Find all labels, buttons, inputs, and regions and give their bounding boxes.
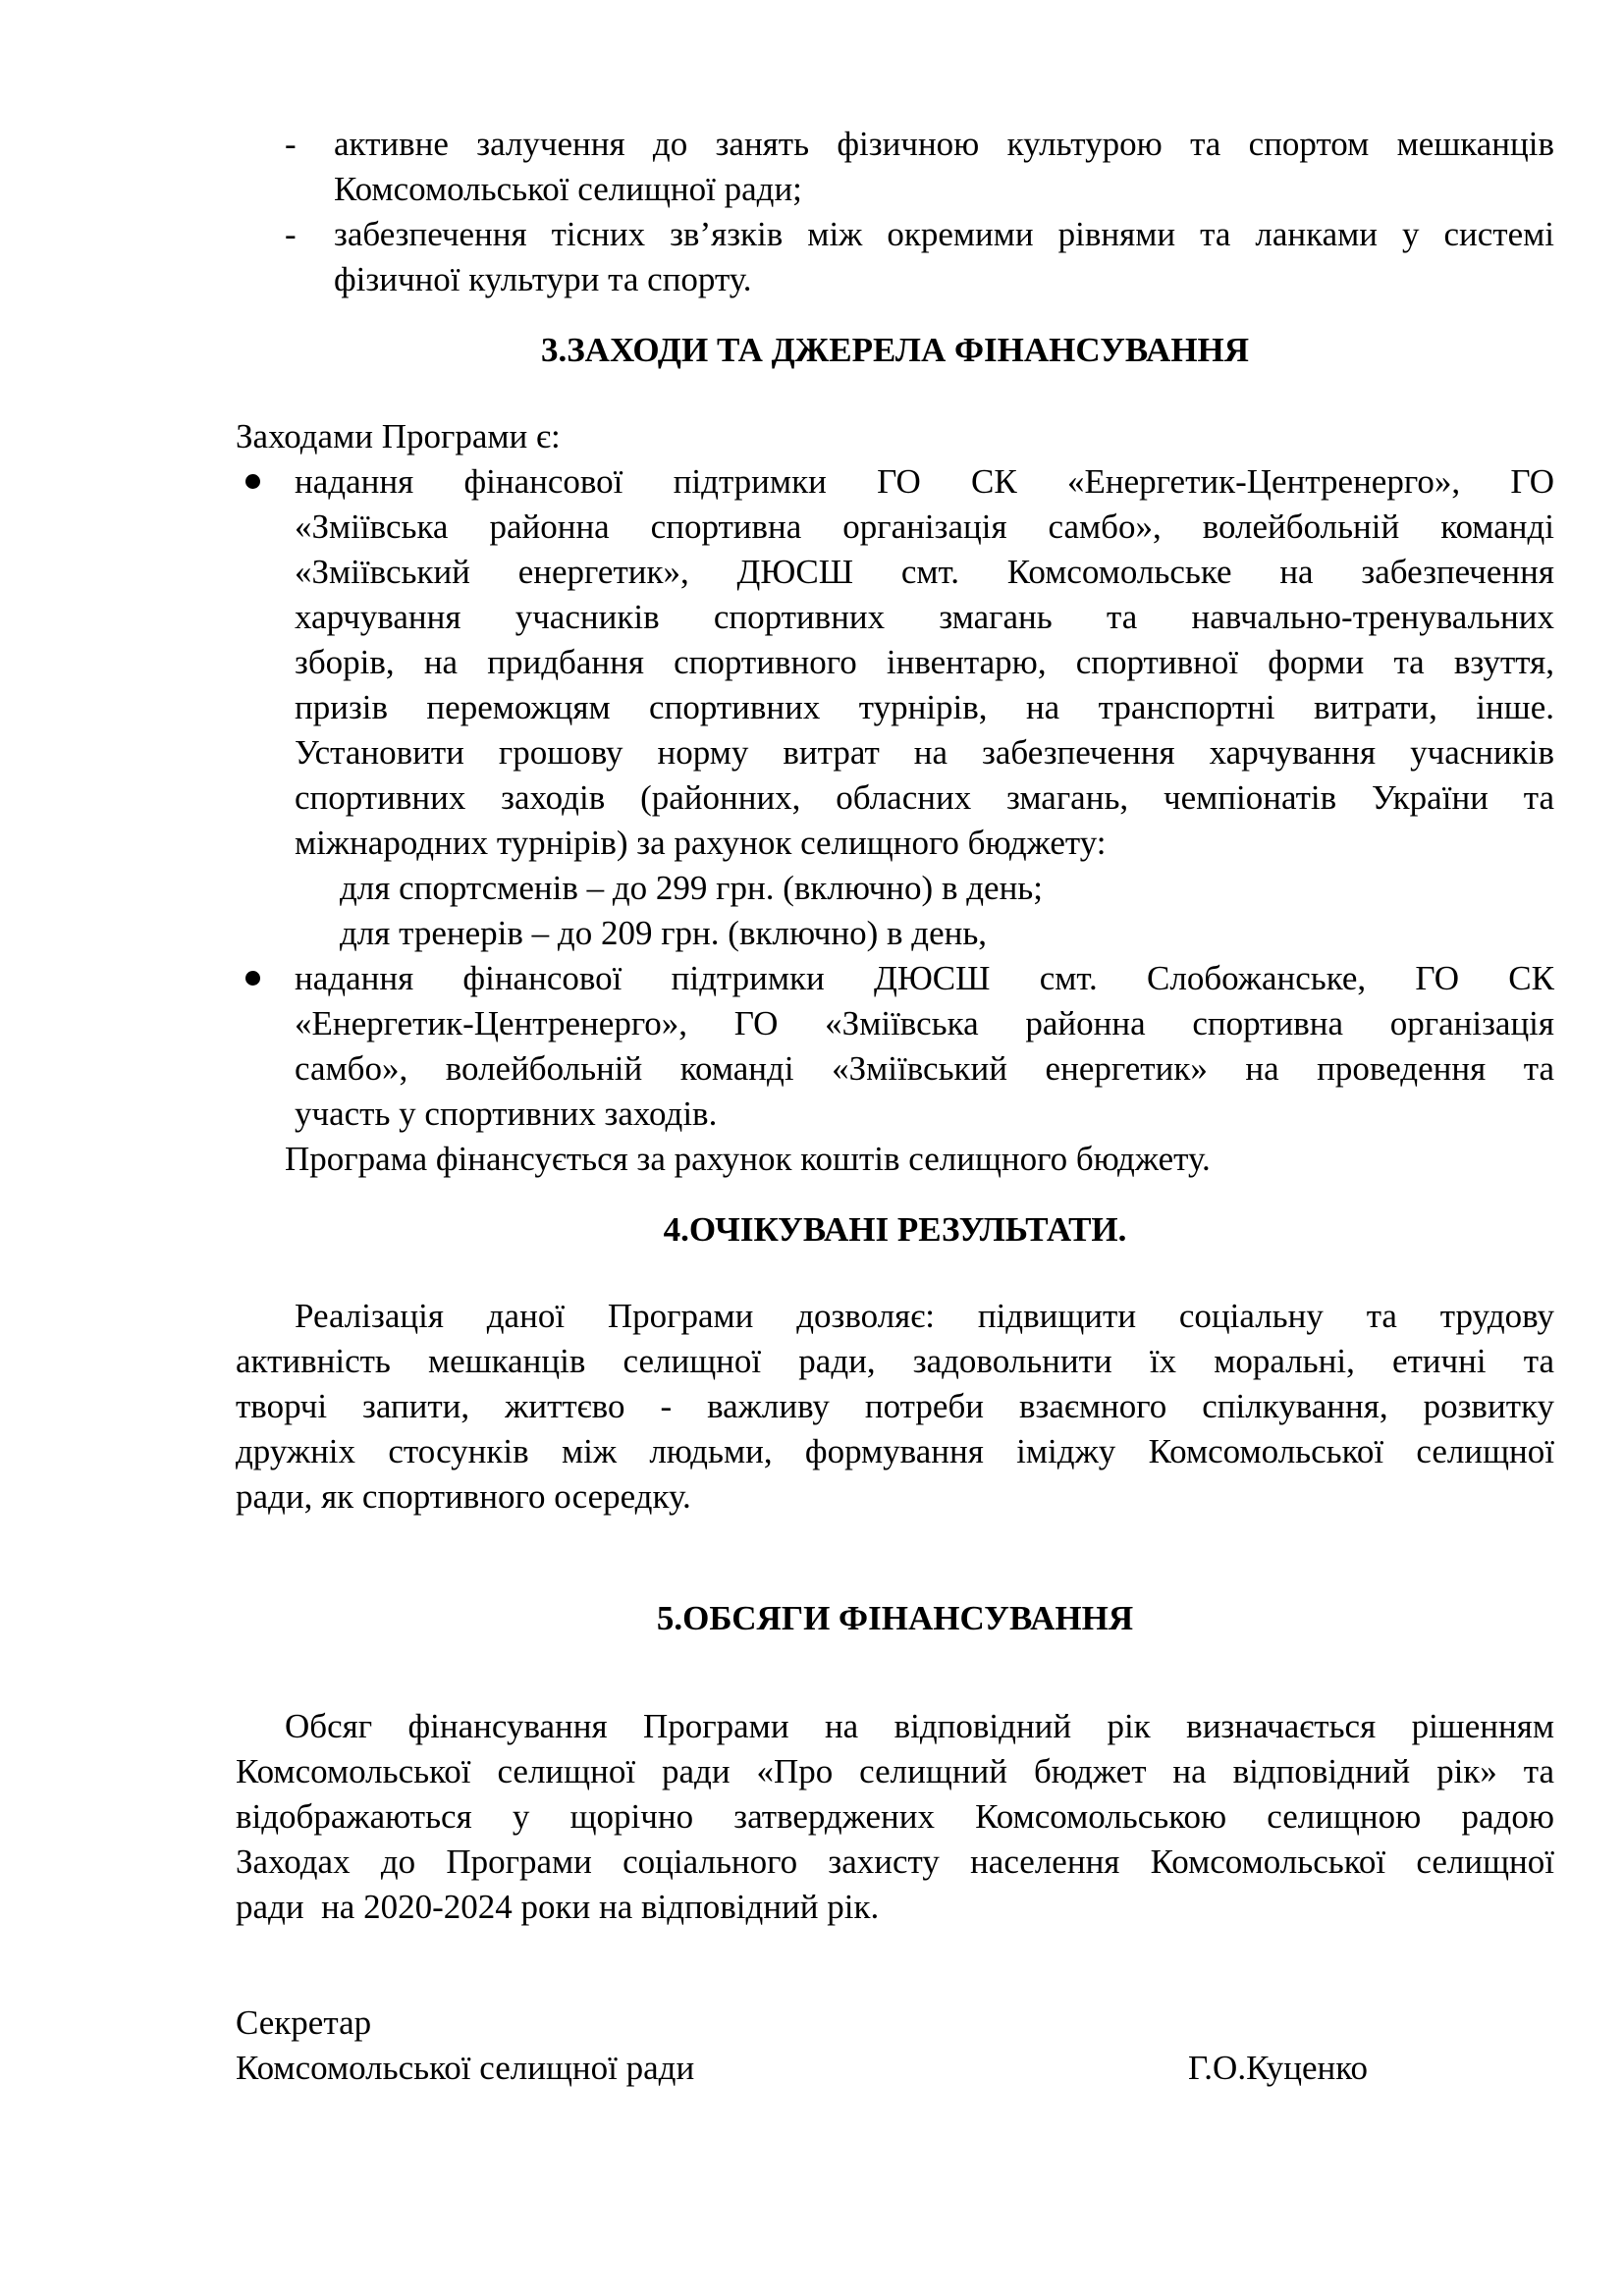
paragraph-line: дружніх стосунків між людьми, формування іміджу Комсомольської селищної xyxy=(236,1432,1554,1470)
signature-organization: Комсомольської селищної ради xyxy=(236,2049,695,2087)
paragraph-line: надання фінансової підтримки ГО СК «Енергетик-Центренерго», ГО xyxy=(295,462,1554,501)
bullet-icon xyxy=(245,971,260,986)
list-dash: - xyxy=(285,125,297,163)
paragraph-line: ради на 2020-2024 роки на відповідний рік. xyxy=(236,1888,880,1926)
paragraph-line: надання фінансової підтримки ДЮСШ смт. Слобожанське, ГО СК xyxy=(295,959,1554,997)
norm-athletes: для спортсменів – до 299 грн. (включно) в день; xyxy=(340,869,1043,907)
bullet-icon xyxy=(245,474,260,489)
list-item-text: забезпечення тісних зв’язків між окремими рівнями та ланками у системі xyxy=(334,215,1554,253)
paragraph-line: ради, як спортивного осередку. xyxy=(236,1477,691,1516)
paragraph-line: Обсяг фінансування Програми на відповідний рік визначається рішенням xyxy=(285,1707,1554,1745)
paragraph-line: творчі запити, життєво - важливу потреби взаємного спілкування, розвитку xyxy=(236,1387,1554,1425)
section-lead: Заходами Програми є: xyxy=(236,417,561,455)
section-heading: 5.ОБСЯГИ ФІНАНСУВАННЯ xyxy=(656,1599,1134,1637)
norm-coaches: для тренерів – до 209 грн. (включно) в день, xyxy=(340,914,988,952)
paragraph-line: «Енергетик-Центренерго», ГО «Зміївська районна спортивна організація xyxy=(295,1004,1554,1042)
paragraph-line: зборів, на придбання спортивного інвентарю, спортивної форми та взуття, xyxy=(295,643,1554,681)
paragraph-line: участь у спортивних заходів. xyxy=(295,1095,718,1133)
section-heading: 3.ЗАХОДИ ТА ДЖЕРЕЛА ФІНАНСУВАННЯ xyxy=(540,331,1250,369)
paragraph-line: Комсомольської селищної ради «Про селищний бюджет на відповідний рік» та xyxy=(236,1752,1554,1790)
paragraph-line: «Зміївська районна спортивна організація самбо», волейбольній команді xyxy=(295,507,1554,546)
section-heading: 4.ОЧІКУВАНІ РЕЗУЛЬТАТИ. xyxy=(663,1210,1127,1249)
list-item-text: активне залучення до занять фізичною культурою та спортом мешканців xyxy=(334,125,1554,163)
paragraph-line: Реалізація даної Програми дозволяє: підвищити соціальну та трудову xyxy=(295,1297,1554,1335)
paragraph-line: харчування учасників спортивних змагань та навчально-тренувальних xyxy=(295,598,1554,636)
paragraph-line: самбо», волейбольній команді «Зміївський енергетик» на проведення та xyxy=(295,1049,1554,1088)
funding-note: Програма фінансується за рахунок коштів селищного бюджету. xyxy=(285,1140,1211,1178)
paragraph-line: спортивних заходів (районних, обласних змагань, чемпіонатів України та xyxy=(295,778,1554,817)
paragraph-line: Установити грошову норму витрат на забезпечення харчування учасників xyxy=(295,733,1554,772)
signature-title: Секретар xyxy=(236,2003,372,2042)
paragraph-line: призів переможцям спортивних турнірів, на транспортні витрати, інше. xyxy=(295,688,1554,726)
paragraph-line: активність мешканців селищної ради, задовольнити їх моральні, етичні та xyxy=(236,1342,1554,1380)
paragraph-line: відображаються у щорічно затверджених Комсомольською селищною радою xyxy=(236,1797,1554,1836)
paragraph-line: Заходах до Програми соціального захисту населення Комсомольської селищної xyxy=(236,1842,1554,1881)
list-item-text: Комсомольської селищної ради; xyxy=(334,170,802,208)
paragraph-line: «Зміївський енергетик», ДЮСШ смт. Комсомольське на забезпечення xyxy=(295,553,1554,591)
list-item-text: фізичної культури та спорту. xyxy=(334,260,752,298)
paragraph-line: міжнародних турнірів) за рахунок селищного бюджету: xyxy=(295,824,1107,862)
signature-name: Г.О.Куценко xyxy=(1188,2049,1368,2087)
list-dash: - xyxy=(285,215,297,253)
